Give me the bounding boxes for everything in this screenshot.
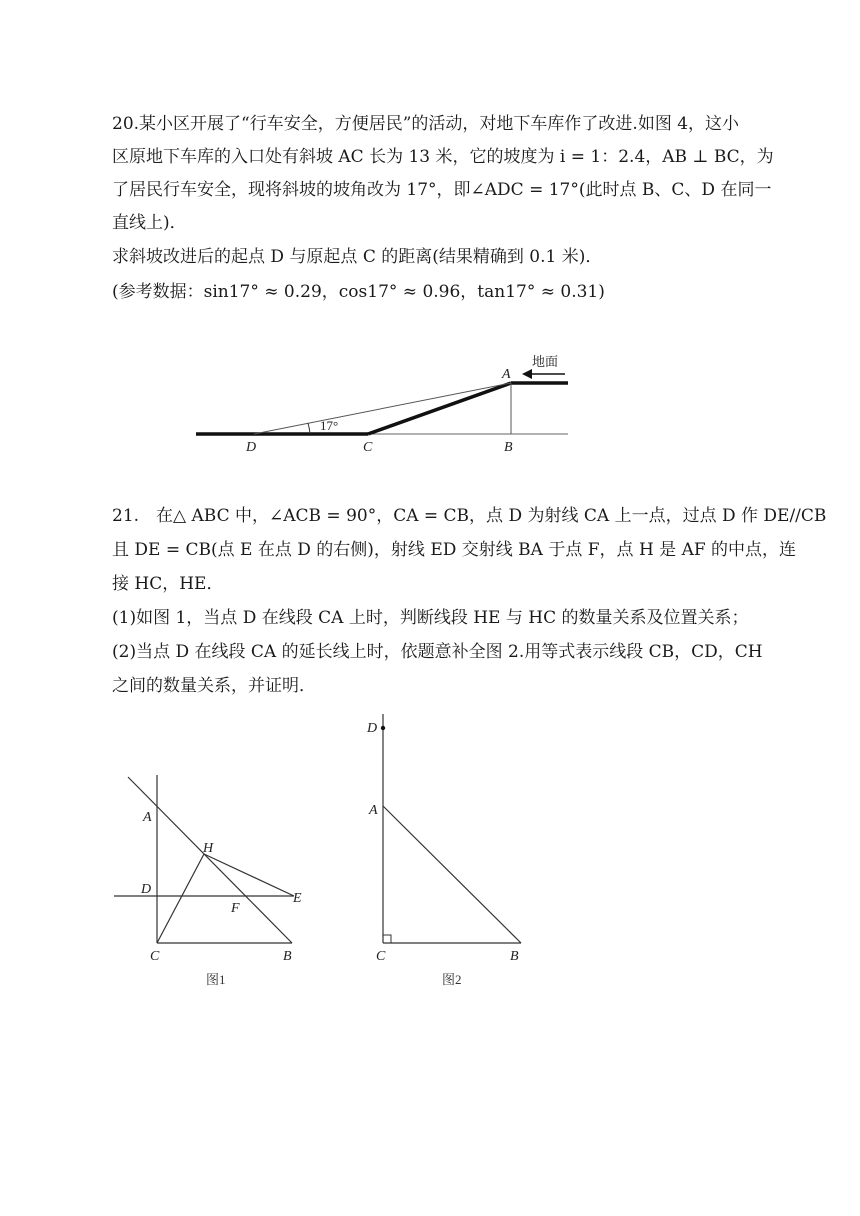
q20-line-2: 区原地下车库的入口处有斜坡 AC 长为 13 米，它的坡度为 i = 1：2.4，AB ⊥ BC，为 (112, 147, 774, 167)
fig1-point-h: H (203, 841, 214, 856)
line-ab-2 (383, 806, 521, 943)
fig2-point-b: B (510, 949, 519, 964)
fig1-point-d: D (141, 882, 152, 897)
angle-label: 17° (320, 418, 339, 433)
fig2-caption: 图2 (442, 972, 462, 987)
q20-line-3: 了居民行车安全，现将斜坡的坡角改为 17°，即∠ADC = 17°(此时点 B、C、D 在同一 (112, 180, 772, 200)
fig1-point-c: C (150, 949, 160, 964)
q21-line-5: (2)当点 D 在线段 CA 的延长线上时，依题意补全图 2.用等式表示线段 CB，CD，CH (112, 642, 763, 662)
fig2-point-a: A (369, 803, 378, 818)
fig2-point-c: C (376, 949, 386, 964)
q21-line-4: (1)如图 1，当点 D 在线段 CA 上时，判断线段 HE 与 HC 的数量关系及位置关系； (112, 608, 749, 628)
q20-line-5: 求斜坡改进后的起点 D 与原起点 C 的距离(结果精确到 0.1 米)． (112, 247, 603, 267)
fig1-point-f: F (231, 901, 240, 916)
fig1-point-b: B (283, 949, 292, 964)
q20-line-1: 20.某小区开展了“行车安全，方便居民”的活动，对地下车库作了改进.如图 4，这小 (112, 114, 740, 134)
q21-line-3: 接 HC，HE． (112, 574, 224, 594)
fig2-point-d: D (367, 721, 378, 736)
point-c: C (363, 440, 373, 455)
q21-line-6: 之间的数量关系，并证明． (112, 676, 316, 696)
right-angle-mark (383, 935, 391, 943)
point-d: D (246, 440, 257, 455)
point-d-dot (381, 726, 385, 730)
q20-line-4: 直线上)． (112, 213, 187, 233)
fig1-caption: 图1 (206, 972, 226, 987)
point-a: A (502, 367, 511, 382)
q21-line-1: 21. 在△ ABC 中，∠ACB = 90°，CA = CB，点 D 为射线 CA 上一点，过点 D 作 DE//CB (112, 506, 827, 526)
fig1-point-a: A (143, 810, 152, 825)
point-b: B (504, 440, 513, 455)
ground-label: 地面 (532, 354, 559, 369)
q20-line-6: (参考数据：sin17° ≈ 0.29，cos17° ≈ 0.96，tan17° ≈ 0.31) (112, 282, 605, 302)
q21-line-2: 且 DE = CB(点 E 在点 D 的右侧)，射线 ED 交射线 BA 于点 F，点 H 是 AF 的中点，连 (112, 540, 797, 560)
fig1-point-e: E (293, 891, 302, 906)
